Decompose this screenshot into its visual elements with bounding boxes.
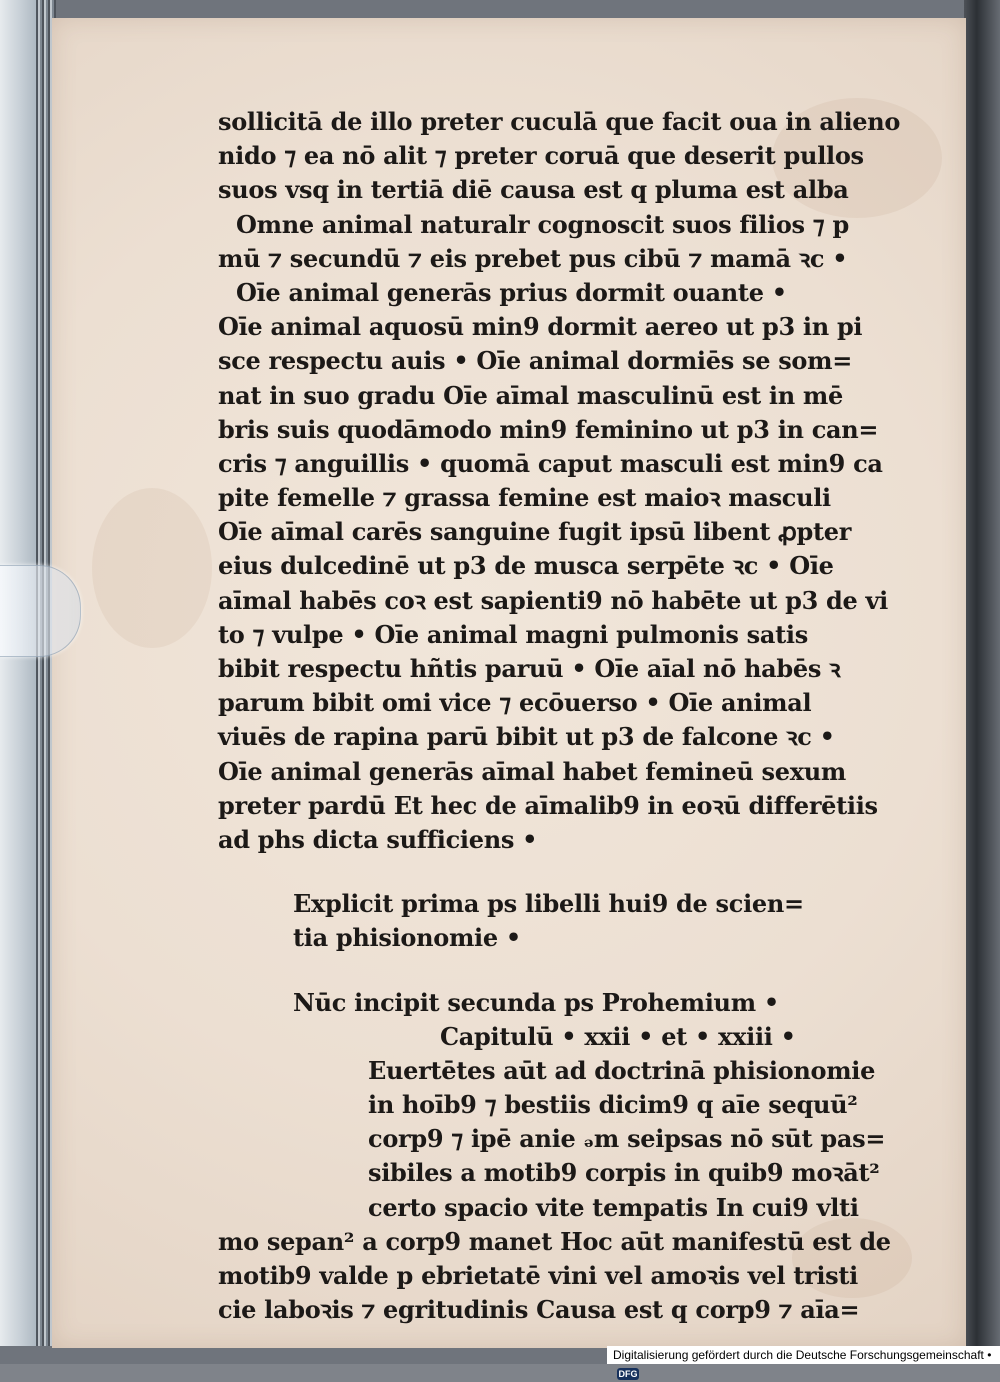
text-line: Oīe aīmal carēs sanguine fugit ipsū libent ꝓpter bbox=[218, 517, 852, 547]
text-line: mo sepan² a corp9 manet Hoc aūt manifestū est de bbox=[218, 1226, 891, 1256]
text-line: pite femelle ⁊ grassa femine est maioꝛ masculi bbox=[218, 483, 831, 513]
text-line: in hoīb9 ⁊ bestiis dicim9 q aīe sequū² bbox=[368, 1090, 858, 1120]
text-line: mū ⁊ secundū ⁊ eis prebet pus cibū ⁊ mamā ꝛc • bbox=[218, 243, 848, 273]
clear-ribbon-marker bbox=[0, 565, 81, 657]
digitization-credit: Digitalisierung gefördert durch die Deutsche Forschungsgemeinschaft • bbox=[613, 1348, 992, 1362]
digitization-credit-footer bbox=[607, 1346, 1000, 1379]
text-line: Omne animal naturalr cognoscit suos filios ⁊ p bbox=[236, 209, 849, 239]
heading-line: Nūc incipit secunda ps Prohemium • bbox=[293, 987, 779, 1017]
text-line: ad phs dicta sufficiens • bbox=[218, 824, 538, 854]
text-line: Oīe animal generās prius dormit ouante • bbox=[236, 277, 787, 307]
text-line: nat in suo gradu Oīe aīmal masculinū est in mē bbox=[218, 380, 844, 410]
text-line: eius dulcedinē ut p3 de musca serpēte ꝛc • Oīe bbox=[218, 551, 834, 581]
text-line: certo spacio vite tempatis In cui9 vlti bbox=[368, 1192, 859, 1222]
text-line: to ⁊ vulpe • Oīe animal magni pulmonis satis bbox=[218, 619, 808, 649]
text-line: parum bibit omi vice ⁊ ecōuerso • Oīe animal bbox=[218, 688, 812, 718]
text-line: bibit respectu hñtis paruū • Oīe aīal nō habēs ꝛ bbox=[218, 654, 841, 683]
right-book-edge bbox=[964, 0, 1000, 1346]
text-line: aīmal habēs coꝛ est sapienti9 nō habēte ut p3 de vi bbox=[218, 585, 888, 615]
text-line: cris ⁊ anguillis • quomā caput masculi est min9 ca bbox=[218, 448, 883, 478]
text-line: suos vsq in tertiā diē causa est q pluma est alba bbox=[218, 175, 849, 205]
text-line: corp9 ⁊ ipē anie ₔm seipsas nō sūt pas= bbox=[368, 1124, 886, 1154]
printed-text-block bbox=[218, 105, 901, 1327]
text-line: Oīe animal aquosū min9 dormit aereo ut p3 in pi bbox=[218, 312, 863, 342]
main-paragraph bbox=[218, 105, 901, 857]
text-line: nido ⁊ ea nō alit ⁊ preter coruā que deserit pullos bbox=[218, 141, 864, 171]
explicit-line: tia phisionomie • bbox=[293, 923, 521, 953]
text-line: Euertētes aūt ad doctrinā phisionomie bbox=[368, 1055, 876, 1085]
text-line: preter pardū Et hec de aīmalib9 in eoꝛū differētiis bbox=[218, 790, 878, 820]
chapter-line: Capitulū • xxii • et • xxiii • bbox=[440, 1021, 796, 1051]
section-gap bbox=[218, 956, 858, 986]
second-part-heading bbox=[218, 986, 858, 1054]
explicit-line: Explicit prima ps libelli hui9 de scien= bbox=[293, 889, 804, 919]
text-line: sollicitā de illo preter cuculā que facit oua in alieno bbox=[218, 107, 901, 136]
left-book-cover bbox=[0, 0, 37, 1346]
text-line: viuēs de rapina parū bibit ut p3 de falcone ꝛc • bbox=[218, 722, 835, 752]
text-line: bris suis quodāmodo min9 feminino ut p3 in can= bbox=[218, 414, 879, 444]
text-line: Oīe animal generās aīmal habet femineū sexum bbox=[218, 756, 846, 786]
section-gap bbox=[218, 857, 858, 887]
explicit-paragraph bbox=[218, 887, 858, 955]
text-line: cie laboꝛis ⁊ egritudinis Causa est q corp9 ⁊ aīa= bbox=[218, 1295, 860, 1325]
dfg-logo: DFG bbox=[618, 1369, 638, 1379]
text-line: motib9 valde p ebrietatē vini vel amoꝛis vel tristi bbox=[218, 1261, 858, 1290]
text-line: sibiles a motib9 corpis in quib9 moꝛāt² bbox=[368, 1158, 880, 1188]
second-part-paragraph bbox=[218, 1054, 891, 1328]
text-line: sce respectu auis • Oīe animal dormiēs se som= bbox=[218, 346, 853, 376]
